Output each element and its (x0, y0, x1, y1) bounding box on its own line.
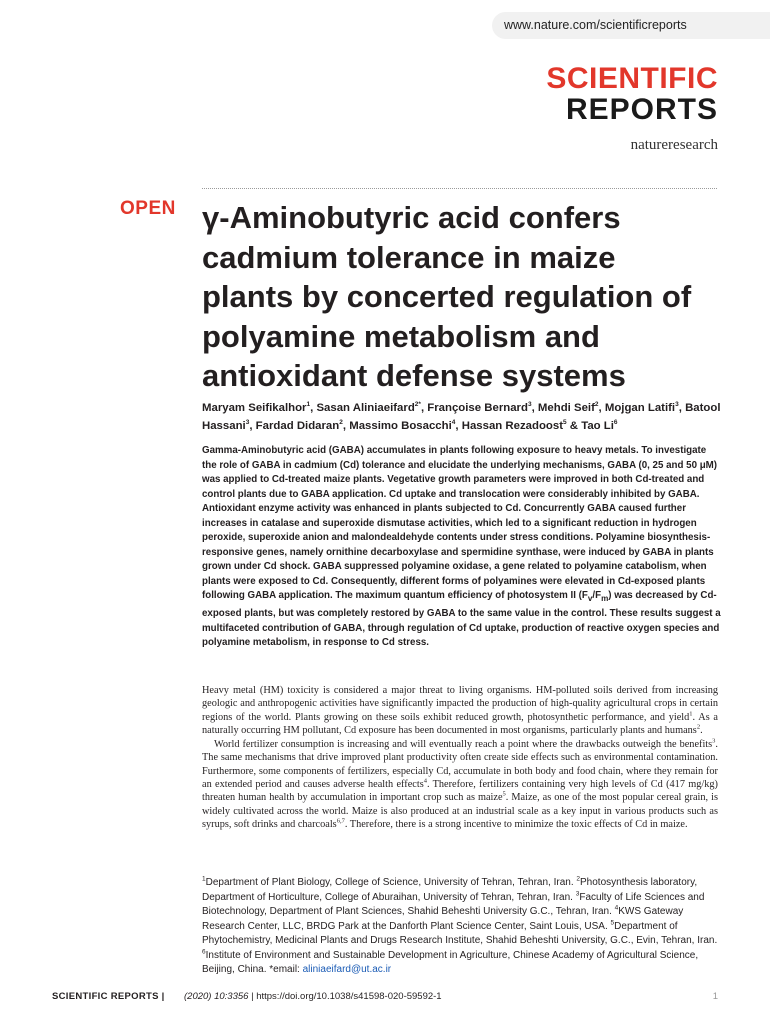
logo-publisher: natureresearch (630, 137, 718, 153)
article-body (202, 684, 718, 832)
abstract-text: ) was decreased by Cd-exposed plants, but was completely restored by GABA to the same value in the control. These results suggest a multifaceted contribution of GABA, through regulation of Cd uptake, production of reactive oxygen species and polyamine metabolism, in response to Cd stress. (202, 590, 721, 649)
affiliation-text: Institute of Environment and Sustainable Development in Agriculture, Chinese Academy of Agricultural Science, Beijing, China. *email: (202, 949, 699, 975)
journal-url[interactable]: www.nature.com/scientificreports (492, 12, 722, 39)
author-separator: , (420, 402, 428, 414)
citation-ref[interactable]: 1 (689, 710, 693, 718)
citation-ref[interactable]: 6,7 (336, 817, 345, 825)
citation-ref[interactable]: 5 (502, 790, 506, 798)
author-name[interactable]: Mojgan Latifi (604, 402, 676, 414)
body-text: Heavy metal (HM) toxicity is considered a major threat to living organisms. HM-polluted soils derived from increasing geologic and anthropogenic activities have significantly impacted the production of high-quality agricultural crops in certain regions of the world. Plants growing on these soils exhibit reduced growth, photosynthetic performance, and yield (202, 685, 718, 723)
author-name[interactable]: Fardad Didaran (255, 419, 340, 432)
author-affiliation-marker: 3 (245, 418, 250, 426)
author-name[interactable]: Françoise Bernard (427, 402, 528, 414)
open-access-badge: OPEN (120, 198, 176, 219)
affiliation-marker: 4 (614, 904, 619, 912)
author-name[interactable]: Sasan Aliniaeifard (316, 402, 415, 414)
title-divider (202, 188, 717, 189)
author-affiliation-marker: 3 (527, 401, 532, 409)
author-affiliation-marker: 2 (594, 401, 599, 409)
author-name[interactable]: Tao Li (581, 419, 614, 432)
author-separator: & (566, 419, 582, 432)
logo-reports: REPORTS (565, 93, 718, 126)
body-text: . Therefore, fertilizers containing very high levels of Cd (417 mg/kg) threaten human health by accumulation in important crop such as maize (202, 778, 718, 804)
affiliation-marker: 6 (202, 948, 206, 956)
author-list (202, 400, 722, 435)
footer-citation (184, 991, 442, 1002)
affiliation-text: KWS Gateway Research Center, LLC, BRDG Park at the Danforth Plant Science Center, Saint Louis, USA. (202, 906, 684, 932)
author-affiliation-marker: 2* (414, 401, 421, 409)
abstract-subscript: v (587, 594, 593, 604)
body-text: . The same mechanisms that drive improved plant productivity often create side effects such as environmental contamination. Furthermore, some components of fertilizers, especially Cd, accumulate in both body and food chain, where they remain for an extended period and causes adverse health effects (202, 738, 718, 790)
body-text: . Therefore, there is a strong incentive to minimize the toxic effects of Cd in maize. (344, 819, 688, 831)
citation-ref[interactable]: 2 (696, 723, 701, 731)
abstract (202, 444, 722, 651)
citation-volume: (2020) 10:3356 (184, 991, 249, 1002)
footer-journal: SCIENTIFIC REPORTS | (52, 991, 165, 1002)
author-affiliation-marker: 5 (563, 418, 567, 426)
footer-separator: | (248, 991, 257, 1002)
body-text: . Maize, as one of the most popular cereal grain, is widely cultivated across the world. Maize is also produced at an industrial scale as a key input in various products such as syrups, soft drinks and charcoals (202, 792, 718, 831)
affiliation-text: Faculty of Life Sciences and Biotechnology, Department of Plant Sciences, Shahid Beheshti University G.C., Tehran, Iran. (202, 891, 705, 917)
body-text: World fertilizer consumption is increasing and will eventually reach a point where the drawbacks outweigh the benefits (214, 738, 713, 750)
page-number: 1 (712, 991, 718, 1002)
author-name[interactable]: Massimo Bosacchi (349, 419, 452, 432)
author-separator: , (598, 402, 605, 414)
author-name[interactable]: Mehdi Seif (537, 402, 595, 414)
abstract-subscript: m (601, 594, 609, 604)
body-text: . As a naturally occurring HM pollutant, Cd exposure has been documented in most organisms, particularly plants and humans (202, 711, 719, 737)
author-affiliation-marker: 6 (613, 418, 618, 426)
author-name[interactable]: Batool Hassani (202, 402, 721, 432)
body-text: . (700, 725, 703, 737)
author-separator: , (531, 402, 538, 414)
body-paragraph (202, 738, 718, 832)
doi-link[interactable]: https://doi.org/10.1038/s41598-020-59592-1 (256, 991, 442, 1002)
affiliation-text: Photosynthesis laboratory, Department of Horticulture, College of Aburaihan, University of Tehran, Tehran, Iran. (202, 877, 698, 903)
article-title: γ-Aminobutyric acid confers cadmium tolerance in maize plants by concerted regulation of polyamine metabolism and antioxidant defense systems (202, 200, 692, 393)
author-affiliation-marker: 3 (675, 401, 679, 409)
author-affiliation-marker: 4 (451, 418, 456, 426)
affiliations (202, 876, 718, 978)
author-affiliation-marker: 1 (306, 401, 311, 409)
author-name[interactable]: Hassan Rezadoost (461, 419, 564, 432)
affiliation-marker: 1 (202, 875, 206, 883)
author-separator: , (342, 419, 350, 432)
logo-scientific: SCIENTIFIC (546, 62, 718, 95)
author-name[interactable]: Maryam Seifikalhor (202, 402, 307, 414)
abstract-text: /F (592, 590, 602, 602)
affiliation-marker: 3 (575, 890, 580, 898)
body-paragraph (202, 684, 718, 738)
affiliation-marker: 5 (610, 919, 615, 927)
affiliation-marker: 2 (576, 875, 581, 883)
citation-ref[interactable]: 3 (712, 737, 716, 745)
abstract-text: Gamma-Aminobutyric acid (GABA) accumulates in plants following exposure to heavy metals. To investigate the role of GABA in cadmium (Cd) tolerance and elucidate the underlying mechanisms, GABA (0, 25 and 50 μM) was applied to Cd-treated maize plants. Vegetative growth parameters were improved in both Cd-treated and control plants due to GABA application. Cd uptake and translocation were considerably inhibited by GABA. Antioxidant enzyme activity was enhanced in plants subjected to Cd. Concurrently GABA caused further increases in catalase and superoxide dismutase activities, which led to a significant reduction in hydrogen peroxide, superoxide anion and malondealdehyde contents under stress conditions. Polyamine biosynthesis-responsive genes, namely ornithine decarboxylase and spermidine synthase, were induced by GABA in plants grown under Cd shock. GABA suppressed polyamine oxidase, a gene related to polyamine catabolism, when plants were exposed to Cd. Consequently, different forms of polyamines were elevated in Cd-exposed plants following GABA application. The maximum quantum efficiency of photosystem II (F (202, 445, 718, 602)
corresponding-email-link[interactable]: aliniaeifard@ut.ac.ir (302, 964, 392, 975)
author-separator: , (678, 402, 686, 414)
affiliation-text: Department of Phytochemistry, Medicinal Plants and Drugs Research Institute, Shahid Beheshti University, G.C., Evin, Tehran, Iran. (202, 920, 718, 946)
author-separator: , (249, 419, 256, 432)
citation-ref[interactable]: 4 (423, 777, 427, 785)
author-separator: , (310, 402, 317, 414)
affiliation-text: Department of Plant Biology, College of Science, University of Tehran, Tehran, Iran. (205, 877, 577, 888)
author-separator: , (455, 419, 462, 432)
author-affiliation-marker: 2 (339, 418, 343, 426)
